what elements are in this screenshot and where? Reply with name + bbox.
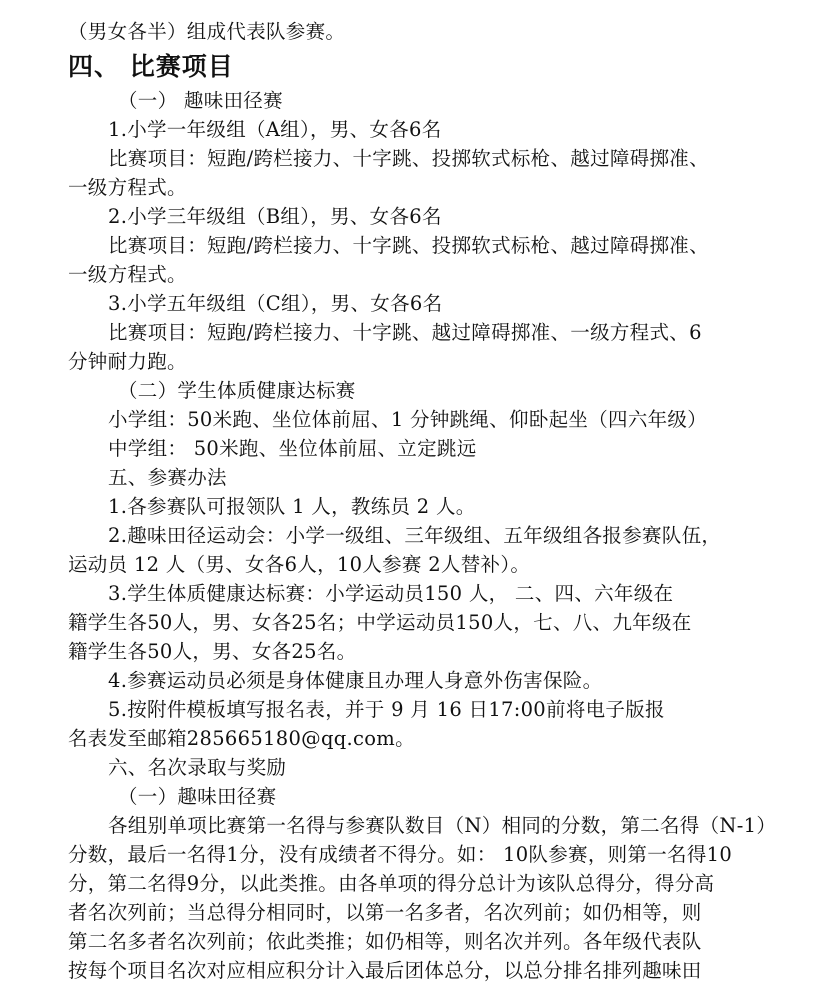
text-line: 中学组： 50米跑、坐位体前屈、立定跳远 — [108, 437, 477, 460]
text-line: 者名次列前；当总得分相同时，以第一名多者，名次列前；如仍相等，则 — [68, 901, 702, 924]
text-line: 2.趣味田径运动会：小学一级组、三年级组、五年级组各报参赛队伍， — [108, 524, 722, 547]
text-line: 一级方程式。 — [68, 263, 187, 286]
text-line: 第二名多者名次列前；依此类推；如仍相等，则名次并列。各年级代表队 — [68, 930, 702, 953]
section-heading: 六、名次录取与奖励 — [108, 756, 287, 779]
text-line: 运动员 12 人（男、女各6人，10人参赛 2人替补）。 — [68, 553, 531, 576]
text-line: 4.参赛运动员必须是身体健康且办理人身意外伤害保险。 — [108, 669, 603, 692]
text-line: 3.小学五年级组（C组），男、女各6名 — [108, 292, 443, 315]
text-line: 各组别单项比赛第一名得与参赛队数目（N）相同的分数，第二名得（N-1） — [108, 814, 777, 837]
section-heading: 五、参赛办法 — [108, 466, 227, 489]
text-line: 分钟耐力跑。 — [68, 350, 187, 373]
text-line: 按每个项目名次对应相应积分计入最后团体总分，以总分排名排列趣味田 — [68, 959, 702, 982]
text-line: 3.学生体质健康达标赛：小学运动员150 人， 二、四、六年级在 — [108, 582, 674, 605]
text-line: 籍学生各50人，男、女各25名；中学运动员150人，七、八、九年级在 — [68, 611, 692, 634]
text-line: 小学组：50米跑、坐位体前屈、1 分钟跳绳、仰卧起坐（四六年级） — [108, 408, 708, 431]
subsection-heading: （一）趣味田径赛 — [118, 785, 277, 808]
text-line: 比赛项目：短跑/跨栏接力、十字跳、越过障碍掷准、一级方程式、6 — [108, 321, 702, 344]
text-line: 5.按附件模板填写报名表，并于 9 月 16 日17:00前将电子版报 — [108, 698, 665, 721]
text-line: 比赛项目：短跑/跨栏接力、十字跳、投掷软式标枪、越过障碍掷准、 — [108, 234, 709, 257]
text-line: 分数，最后一名得1分，没有成绩者不得分。如： 10队参赛，则第一名得10 — [68, 843, 733, 866]
text-line: 比赛项目：短跑/跨栏接力、十字跳、投掷软式标枪、越过障碍掷准、 — [108, 147, 709, 170]
text-line: 分，第二名得9分，以此类推。由各单项的得分总计为该队总得分，得分高 — [68, 872, 715, 895]
text-line: 2.小学三年级组（B组），男、女各6名 — [108, 205, 442, 228]
text-line: 籍学生各50人，男、女各25名。 — [68, 640, 357, 663]
section-heading: 四、 比赛项目 — [68, 52, 234, 81]
text-line: 1.小学一年级组（A组），男、女各6名 — [108, 118, 442, 141]
text-line: （男女各半）组成代表队参赛。 — [68, 20, 346, 43]
subsection-heading: （一） 趣味田径赛 — [118, 89, 283, 112]
subsection-heading: （二）学生体质健康达标赛 — [118, 379, 356, 402]
text-line: 一级方程式。 — [68, 176, 187, 199]
text-line: 1.各参赛队可报领队 1 人，教练员 2 人。 — [108, 495, 476, 518]
text-line: 名表发至邮箱285665180@qq.com。 — [68, 727, 415, 750]
